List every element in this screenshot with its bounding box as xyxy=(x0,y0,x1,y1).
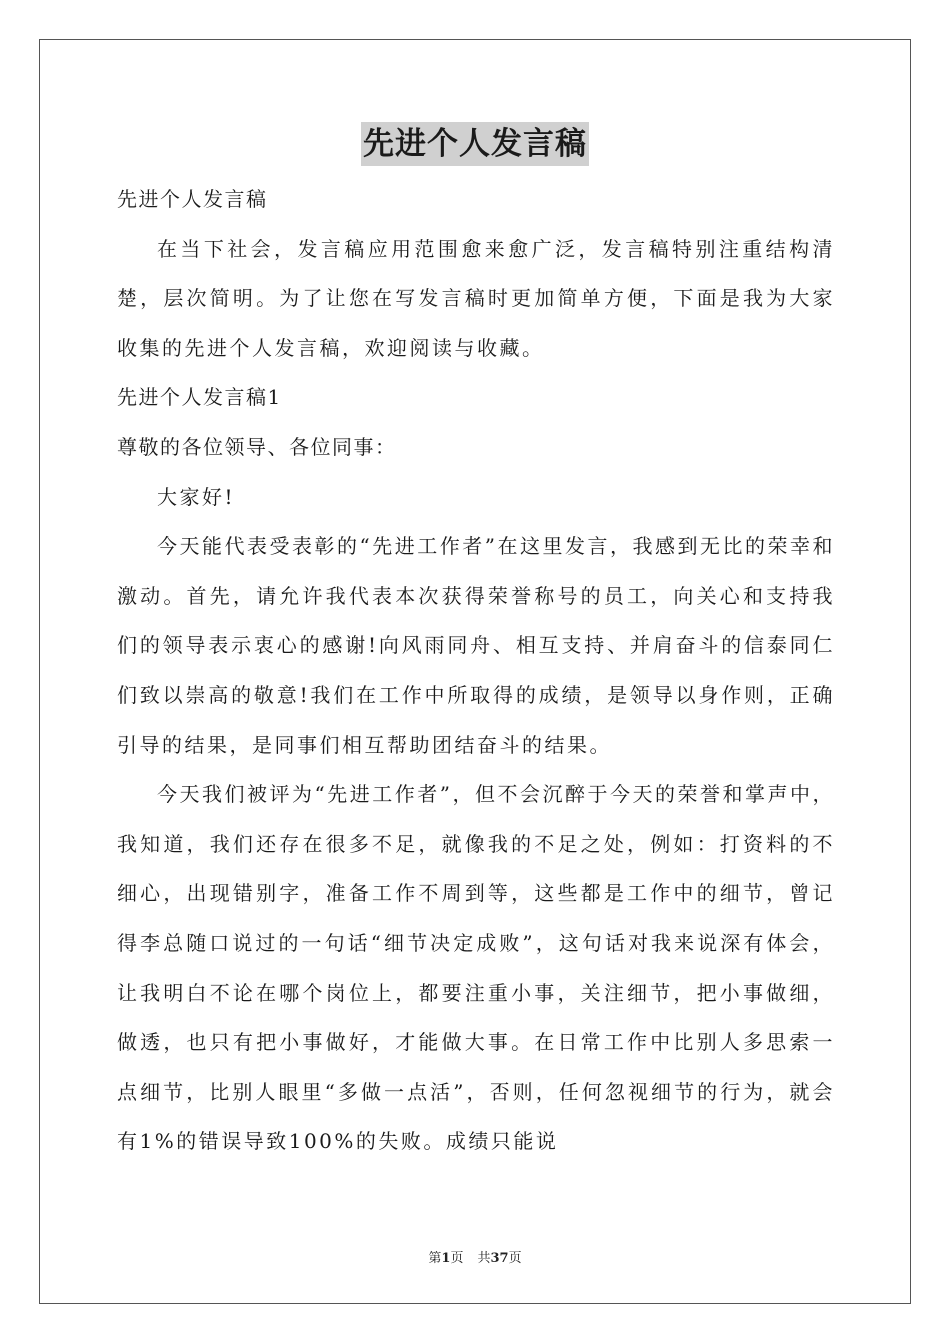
document-title: 先进个人发言稿 xyxy=(361,122,589,166)
footer-page-suffix: 页 xyxy=(450,1251,464,1266)
footer-total-suffix: 页 xyxy=(508,1251,522,1266)
document-body xyxy=(117,175,835,1167)
footer-page-prefix: 第 xyxy=(428,1251,442,1266)
salutation: 尊敬的各位领导、各位同事： xyxy=(117,434,397,459)
page-footer xyxy=(0,1247,950,1266)
greeting: 大家好! xyxy=(157,484,236,509)
footer-total-prefix: 共 xyxy=(477,1251,491,1266)
body-paragraph: 今天我们被评为“先进工作者”，但不会沉醉于今天的荣誉和掌声中，我知道，我们还存在很多不足，就像我的不足之处，例如：打资料的不细心，出现错别字，准备工作不周到等，这些都是工作中的细节，曾记得李总随口说过的一句话“细节决定成败”，这句话对我来说深有体会，让我明白不论在哪个岗位上，都要注重小事，关注细节，把小事做细，做透，也只有把小事做好，才能做大事。在日常工作中比别人多思索一点细节，比别人眼里“多做一点活”，否则，任何忽视细节的行为，就会有1%的错误导致100%的失败。成绩只能说 xyxy=(117,782,835,1154)
intro-paragraph: 在当下社会，发言稿应用范围愈来愈广泛，发言稿特别注重结构清楚，层次简明。为了让您在写发言稿时更加简单方便，下面是我为大家收集的先进个人发言稿，欢迎阅读与收藏。 xyxy=(117,236,835,360)
body-paragraph: 今天能代表受表彰的“先进工作者”在这里发言，我感到无比的荣幸和激动。首先，请允许我代表本次获得荣誉称号的员工，向关心和支持我们的领导表示衷心的感谢!向风雨同舟、相互支持、并肩奋斗的信泰同仁们致以崇高的敬意!我们在工作中所取得的成绩，是领导以身作则，正确引导的结果，是同事们相互帮助团结奋斗的结果。 xyxy=(117,534,835,757)
subtitle-line: 先进个人发言稿 xyxy=(117,187,268,211)
section-heading: 先进个人发言稿1 xyxy=(117,385,282,410)
footer-total-pages: 37 xyxy=(490,1251,509,1266)
title-container xyxy=(0,122,950,166)
footer-page-number: 1 xyxy=(441,1251,451,1266)
